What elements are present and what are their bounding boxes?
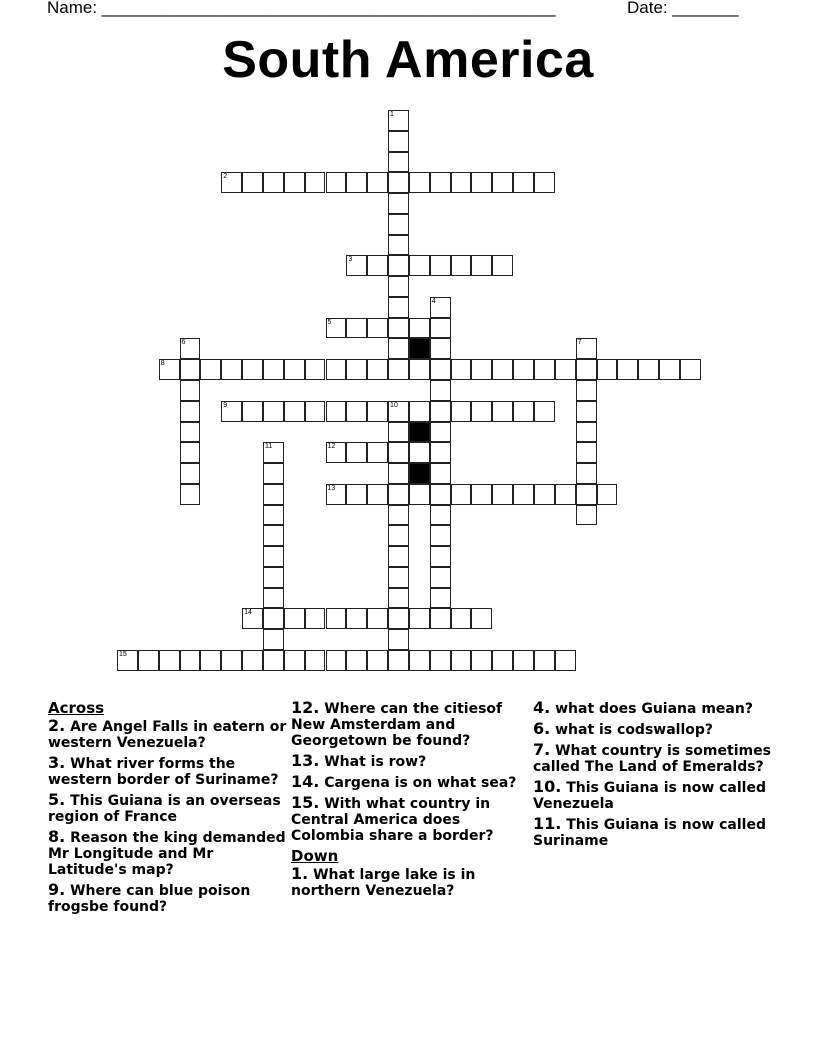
clue-number: 1 <box>390 111 394 118</box>
down-heading: Down <box>291 847 339 865</box>
grid-cell[interactable] <box>409 484 430 505</box>
clue-across-14: 14. Cargena is on what sea? <box>291 772 517 791</box>
grid-cell[interactable] <box>388 629 409 650</box>
grid-cell[interactable] <box>388 588 409 609</box>
grid-cell[interactable] <box>576 338 597 359</box>
grid-cell[interactable] <box>638 359 659 380</box>
grid-cell[interactable] <box>430 172 451 193</box>
grid-cell[interactable] <box>492 255 513 276</box>
grid-cell[interactable] <box>242 172 263 193</box>
grid-cell[interactable] <box>326 484 347 505</box>
grid-cell[interactable] <box>388 567 409 588</box>
grid-cell[interactable] <box>576 422 597 443</box>
grid-cell[interactable] <box>430 380 451 401</box>
grid-cell[interactable] <box>534 484 555 505</box>
grid-cell[interactable] <box>346 318 367 339</box>
grid-cell[interactable] <box>576 359 597 380</box>
grid-cell[interactable] <box>409 359 430 380</box>
grid-cell[interactable] <box>534 401 555 422</box>
clue-number: 4 <box>431 297 436 305</box>
grid-cell[interactable] <box>305 608 326 629</box>
grid-cell[interactable] <box>221 650 242 671</box>
grid-cell[interactable] <box>388 214 409 235</box>
clue-number: 14 <box>244 609 252 617</box>
clue-number: 3 <box>348 256 353 264</box>
grid-cell[interactable] <box>326 442 347 463</box>
grid-cell[interactable] <box>388 463 409 484</box>
grid-cell[interactable] <box>263 484 284 505</box>
grid-cell[interactable] <box>388 110 409 131</box>
grid-cell[interactable] <box>555 484 576 505</box>
clue-across-3: 3. What river forms the western border of Suriname? <box>48 753 279 788</box>
grid-cell[interactable] <box>492 484 513 505</box>
grid-cell[interactable] <box>388 131 409 152</box>
grid-cell[interactable] <box>430 401 451 422</box>
clue-down-4: 4. what does Guiana mean? <box>533 698 753 717</box>
grid-cell[interactable] <box>346 172 367 193</box>
grid-cell[interactable] <box>471 484 492 505</box>
grid-cell[interactable] <box>388 505 409 526</box>
grid-cell[interactable] <box>284 650 305 671</box>
grid-cell[interactable] <box>492 650 513 671</box>
grid-cell[interactable] <box>388 338 409 359</box>
grid-cell[interactable] <box>576 442 597 463</box>
grid-cell[interactable] <box>180 359 201 380</box>
grid-cell[interactable] <box>471 650 492 671</box>
clue-down-7: 7. What country is sometimes called The Land of Emeralds? <box>533 740 771 775</box>
grid-cell[interactable] <box>180 338 201 359</box>
grid-cell[interactable] <box>367 401 388 422</box>
grid-cell[interactable] <box>492 401 513 422</box>
grid-cell[interactable] <box>305 650 326 671</box>
clues-column-3 <box>533 700 773 853</box>
grid-cell[interactable] <box>597 484 618 505</box>
grid-cell[interactable] <box>138 650 159 671</box>
grid-cell[interactable] <box>430 505 451 526</box>
grid-cell[interactable] <box>430 297 451 318</box>
grid-cell[interactable] <box>451 255 472 276</box>
grid-cell[interactable] <box>513 401 534 422</box>
grid-cell[interactable] <box>430 422 451 443</box>
grid-cell[interactable] <box>388 359 409 380</box>
grid-cell[interactable] <box>576 505 597 526</box>
grid-cell[interactable] <box>367 172 388 193</box>
grid-cell[interactable] <box>555 650 576 671</box>
grid-cell[interactable] <box>367 608 388 629</box>
grid-cell[interactable] <box>471 401 492 422</box>
grid-cell[interactable] <box>263 463 284 484</box>
grid-cell[interactable] <box>659 359 680 380</box>
grid-cell[interactable] <box>346 255 367 276</box>
grid-cell[interactable] <box>367 318 388 339</box>
clue-down-6: 6. what is codswallop? <box>533 719 714 738</box>
date-field-label[interactable]: Date: _______ <box>627 0 739 17</box>
clue-number: 10 <box>390 401 398 409</box>
grid-cell[interactable] <box>388 401 409 422</box>
grid-cell[interactable] <box>576 401 597 422</box>
grid-cell[interactable] <box>451 172 472 193</box>
grid-cell[interactable] <box>388 442 409 463</box>
grid-cell[interactable] <box>430 588 451 609</box>
grid-cell[interactable] <box>263 505 284 526</box>
grid-cell[interactable] <box>388 172 409 193</box>
grid-cell[interactable] <box>388 276 409 297</box>
clues-column-1 <box>48 700 288 919</box>
clue-across-2: 2. Are Angel Falls in eatern or western Venezuela? <box>48 716 287 751</box>
grid-cell[interactable] <box>242 650 263 671</box>
grid-cell[interactable] <box>180 463 201 484</box>
grid-cell[interactable] <box>326 318 347 339</box>
grid-cell[interactable] <box>263 359 284 380</box>
black-cell <box>409 338 430 359</box>
grid-cell[interactable] <box>430 608 451 629</box>
grid-cell[interactable] <box>388 193 409 214</box>
clue-number: 15 <box>119 651 127 659</box>
grid-cell[interactable] <box>284 359 305 380</box>
clue-number: 11 <box>264 443 273 451</box>
clue-across-12: 12. Where can the citiesof New Amsterdam and Georgetown be found? <box>291 698 503 749</box>
grid-cell[interactable] <box>513 650 534 671</box>
grid-cell[interactable] <box>451 650 472 671</box>
grid-cell[interactable] <box>263 629 284 650</box>
clue-across-5: 5. This Guiana is an overseas region of France <box>48 790 281 825</box>
grid-cell[interactable] <box>180 380 201 401</box>
worksheet-header <box>47 0 739 18</box>
grid-cell[interactable] <box>451 359 472 380</box>
grid-cell[interactable] <box>409 318 430 339</box>
grid-cell[interactable] <box>534 172 555 193</box>
grid-cell[interactable] <box>284 401 305 422</box>
clues-column-2 <box>291 700 531 903</box>
clue-down-10: 10. This Guiana is now called Venezuela <box>533 777 766 812</box>
grid-cell[interactable] <box>242 608 263 629</box>
grid-cell[interactable] <box>409 401 430 422</box>
grid-cell[interactable] <box>263 567 284 588</box>
grid-cell[interactable] <box>513 359 534 380</box>
grid-cell[interactable] <box>326 650 347 671</box>
grid-cell[interactable] <box>388 235 409 256</box>
name-field-label[interactable]: Name: ________________________________________________ <box>47 0 556 17</box>
grid-cell[interactable] <box>388 255 409 276</box>
grid-cell[interactable] <box>617 359 638 380</box>
grid-cell[interactable] <box>451 401 472 422</box>
grid-cell[interactable] <box>513 484 534 505</box>
grid-cell[interactable] <box>680 359 701 380</box>
clue-down-11: 11. This Guiana is now called Suriname <box>533 814 766 849</box>
grid-cell[interactable] <box>471 608 492 629</box>
grid-cell[interactable] <box>159 359 180 380</box>
clue-across-9: 9. Where can blue poison frogsbe found? <box>48 880 251 915</box>
grid-cell[interactable] <box>367 484 388 505</box>
grid-cell[interactable] <box>367 650 388 671</box>
grid-cell[interactable] <box>117 650 138 671</box>
grid-cell[interactable] <box>430 318 451 339</box>
grid-cell[interactable] <box>388 422 409 443</box>
grid-cell[interactable] <box>555 359 576 380</box>
grid-cell[interactable] <box>200 359 221 380</box>
grid-cell[interactable] <box>180 422 201 443</box>
grid-cell[interactable] <box>471 359 492 380</box>
grid-cell[interactable] <box>388 152 409 173</box>
grid-cell[interactable] <box>451 608 472 629</box>
grid-cell[interactable] <box>305 359 326 380</box>
grid-cell[interactable] <box>492 172 513 193</box>
grid-cell[interactable] <box>180 401 201 422</box>
clue-number: 8 <box>160 360 165 368</box>
across-heading: Across <box>48 699 105 717</box>
grid-cell[interactable] <box>388 546 409 567</box>
grid-cell[interactable] <box>326 172 347 193</box>
grid-cell[interactable] <box>409 442 430 463</box>
grid-cell[interactable] <box>430 255 451 276</box>
grid-cell[interactable] <box>576 463 597 484</box>
grid-cell[interactable] <box>534 359 555 380</box>
grid-cell[interactable] <box>263 401 284 422</box>
grid-cell[interactable] <box>200 650 221 671</box>
grid-cell[interactable] <box>305 401 326 422</box>
clue-across-15: 15. With what country in Central America does Colombia share a border? <box>291 793 494 844</box>
grid-cell[interactable] <box>263 650 284 671</box>
grid-cell[interactable] <box>409 650 430 671</box>
grid-cell[interactable] <box>451 484 472 505</box>
grid-cell[interactable] <box>326 401 347 422</box>
grid-cell[interactable] <box>180 484 201 505</box>
grid-cell[interactable] <box>180 650 201 671</box>
clue-down-1: 1. What large lake is in northern Venezuela? <box>291 864 476 899</box>
clue-number: 2 <box>223 173 228 181</box>
grid-cell[interactable] <box>430 359 451 380</box>
clue-across-8: 8. Reason the king demanded Mr Longitude and Mr Latitude's map? <box>48 827 286 878</box>
grid-cell[interactable] <box>430 463 451 484</box>
grid-cell[interactable] <box>263 546 284 567</box>
grid-cell[interactable] <box>367 359 388 380</box>
grid-cell[interactable] <box>346 442 367 463</box>
grid-cell[interactable] <box>430 338 451 359</box>
grid-cell[interactable] <box>221 172 242 193</box>
clue-number: 6 <box>181 339 186 347</box>
grid-cell[interactable] <box>346 401 367 422</box>
grid-cell[interactable] <box>305 172 326 193</box>
grid-cell[interactable] <box>221 359 242 380</box>
grid-cell[interactable] <box>471 172 492 193</box>
grid-cell[interactable] <box>471 255 492 276</box>
grid-cell[interactable] <box>367 442 388 463</box>
grid-cell[interactable] <box>159 650 180 671</box>
grid-cell[interactable] <box>576 484 597 505</box>
clue-number: 7 <box>577 339 582 347</box>
clue-number: 13 <box>327 484 336 492</box>
clue-across-13: 13. What is row? <box>291 751 427 770</box>
grid-cell[interactable] <box>409 255 430 276</box>
grid-cell[interactable] <box>409 608 430 629</box>
grid-cell[interactable] <box>430 484 451 505</box>
grid-cell[interactable] <box>576 380 597 401</box>
grid-cell[interactable] <box>346 484 367 505</box>
grid-cell[interactable] <box>263 442 284 463</box>
grid-cell[interactable] <box>263 588 284 609</box>
grid-cell[interactable] <box>534 650 555 671</box>
grid-cell[interactable] <box>346 359 367 380</box>
page-title: South America <box>222 31 594 89</box>
clue-number: 9 <box>223 401 228 409</box>
grid-cell[interactable] <box>263 172 284 193</box>
grid-cell[interactable] <box>284 608 305 629</box>
clue-number: 5 <box>327 318 332 326</box>
grid-cell[interactable] <box>388 297 409 318</box>
grid-cell[interactable] <box>326 359 347 380</box>
grid-cell[interactable] <box>346 650 367 671</box>
grid-cell[interactable] <box>492 359 513 380</box>
grid-cell[interactable] <box>284 172 305 193</box>
grid-cell[interactable] <box>388 608 409 629</box>
grid-cell[interactable] <box>367 255 388 276</box>
grid-cell[interactable] <box>597 359 618 380</box>
black-cell <box>409 422 430 443</box>
grid-cell[interactable] <box>388 484 409 505</box>
grid-cell[interactable] <box>513 172 534 193</box>
grid-cell[interactable] <box>430 650 451 671</box>
grid-cell[interactable] <box>263 608 284 629</box>
grid-cell[interactable] <box>180 442 201 463</box>
clue-number: 12 <box>327 443 336 451</box>
grid-cell[interactable] <box>430 546 451 567</box>
grid-cell[interactable] <box>242 401 263 422</box>
grid-cell[interactable] <box>221 401 242 422</box>
grid-cell[interactable] <box>388 650 409 671</box>
grid-cell[interactable] <box>346 608 367 629</box>
grid-cell[interactable] <box>430 567 451 588</box>
grid-cell[interactable] <box>409 172 430 193</box>
grid-cell[interactable] <box>263 525 284 546</box>
grid-cell[interactable] <box>388 318 409 339</box>
grid-cell[interactable] <box>242 359 263 380</box>
grid-cell[interactable] <box>430 442 451 463</box>
grid-cell[interactable] <box>326 608 347 629</box>
black-cell <box>409 463 430 484</box>
grid-cell[interactable] <box>430 525 451 546</box>
grid-cell[interactable] <box>388 525 409 546</box>
